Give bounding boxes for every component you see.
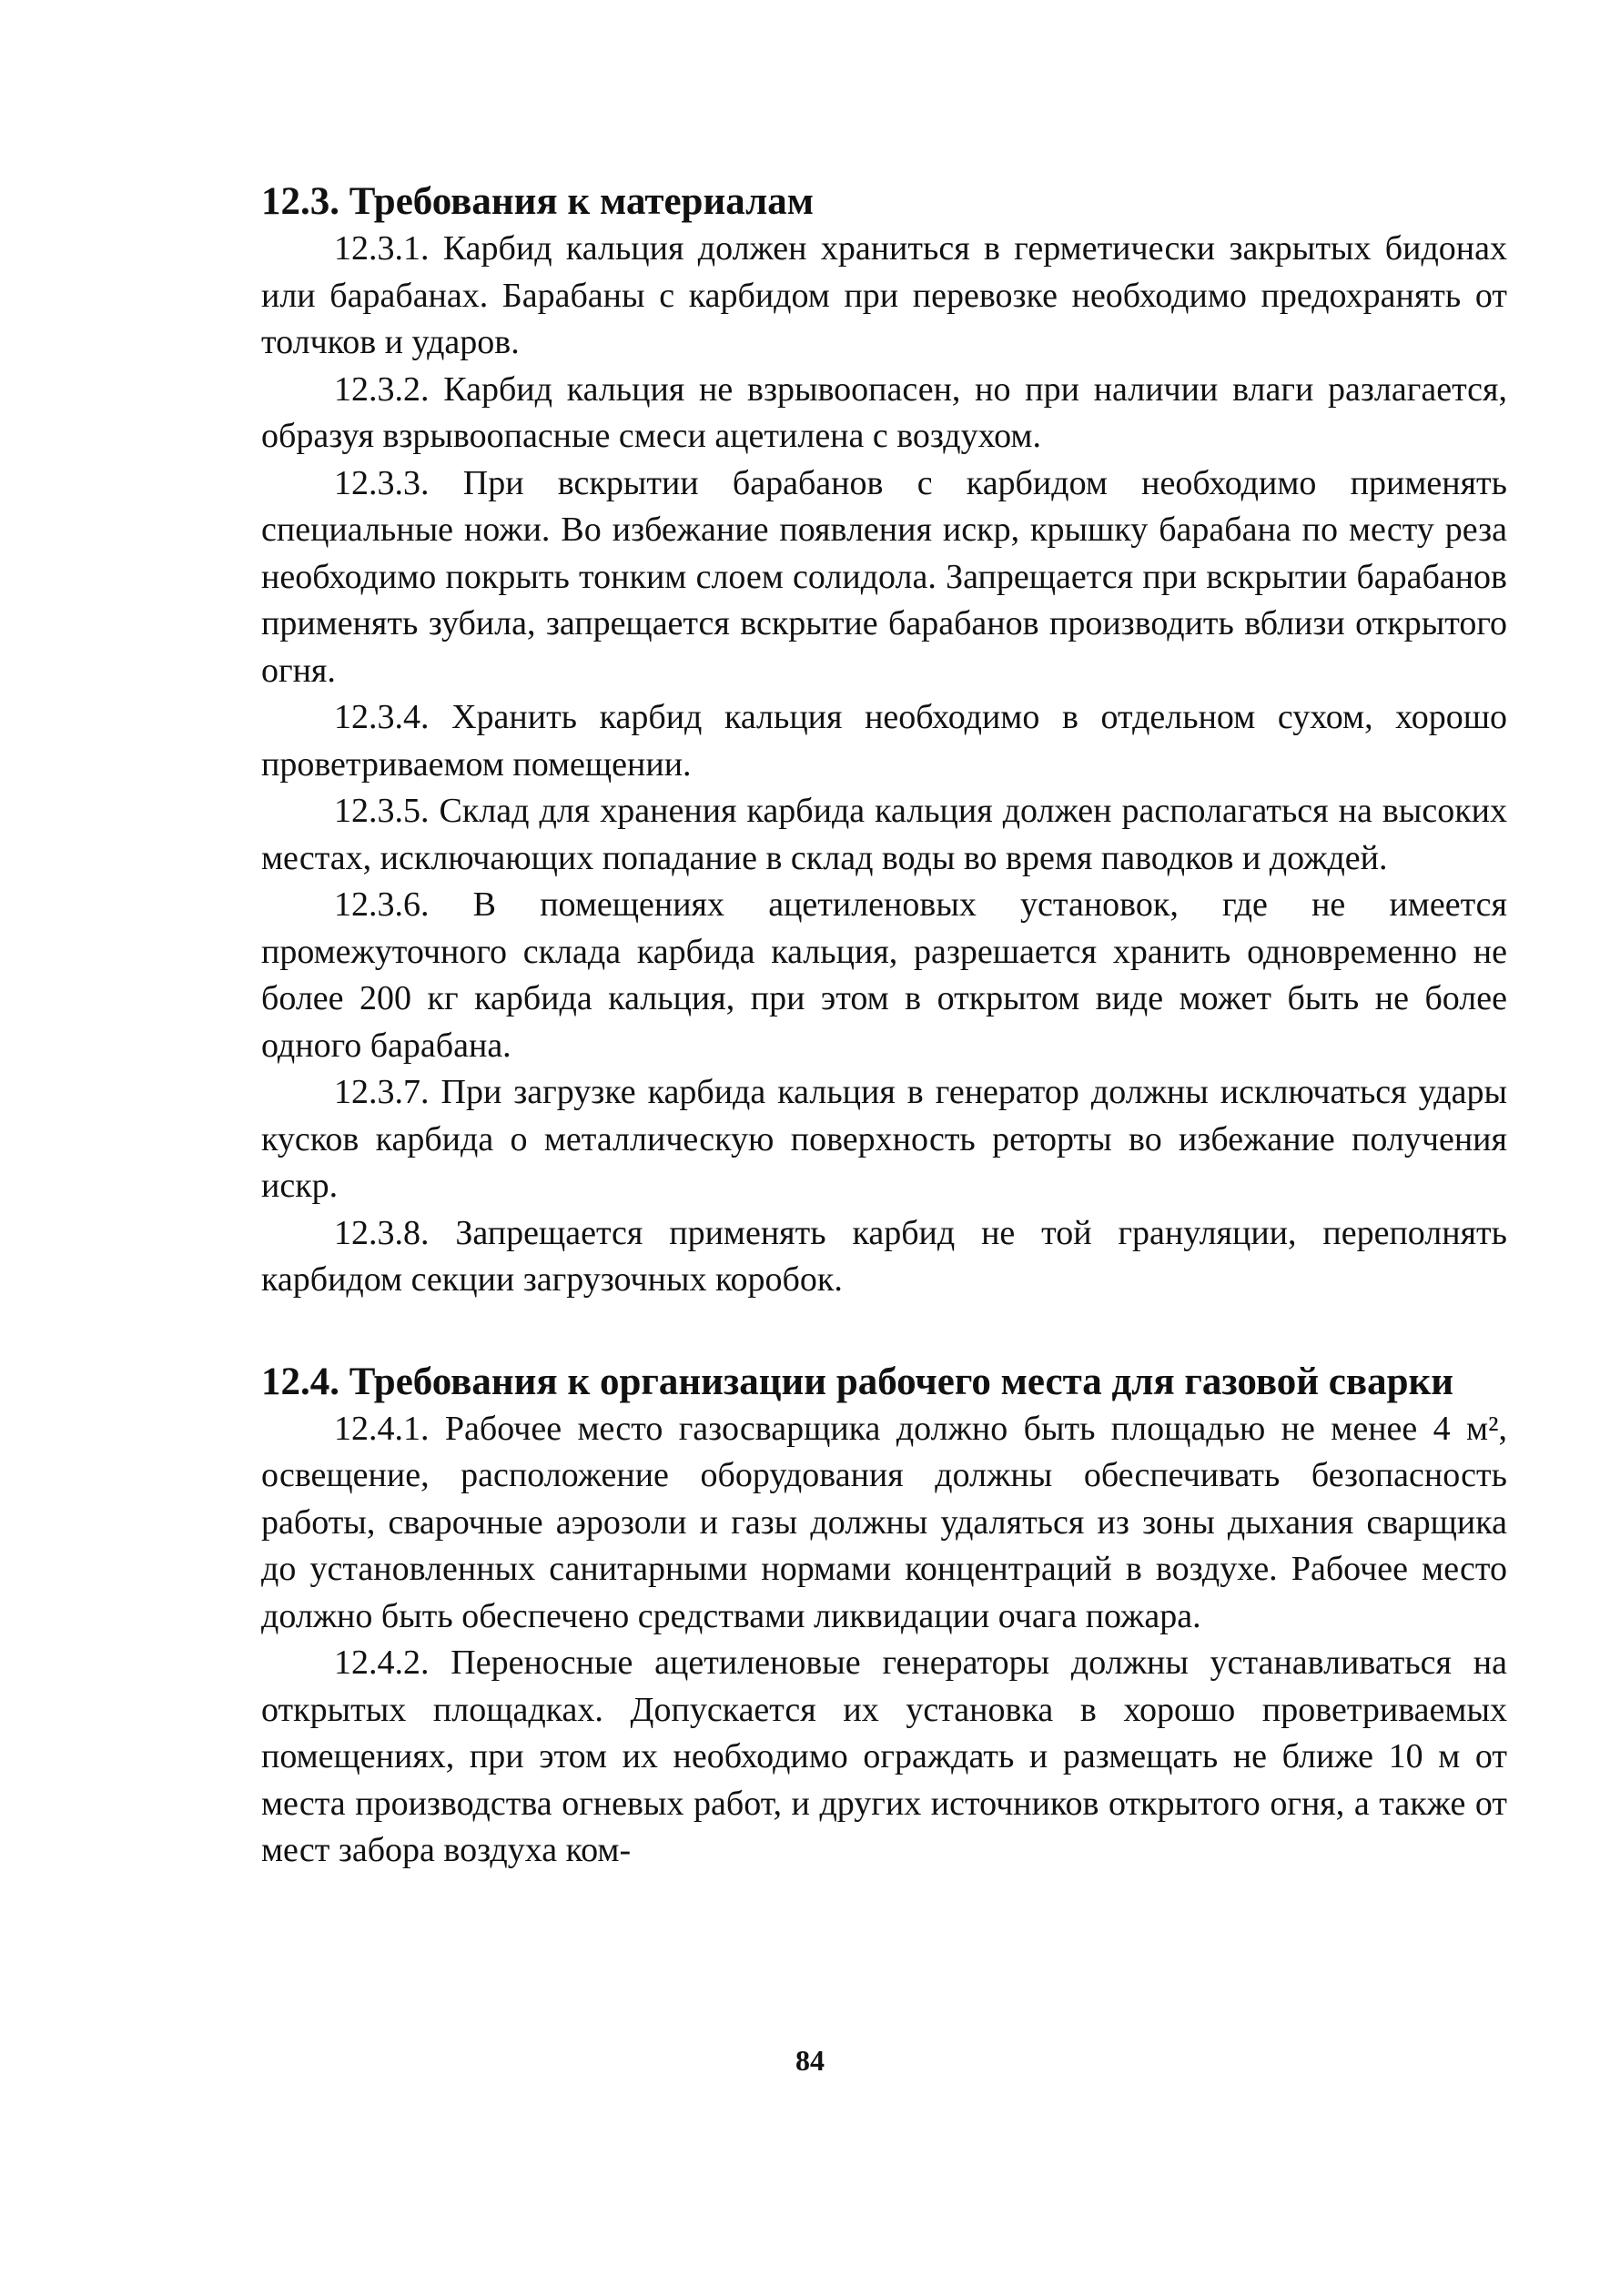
- paragraph-12-3-4: 12.3.4. Хранить карбид кальция необходимо в отдельном сухом, хорошо проветриваемом помещении.: [261, 698, 1507, 784]
- paragraph-12-3-5: 12.3.5. Склад для хранения карбида кальция должен располагаться на высоких местах, исключающих попадание в склад воды во время паводков и дождей.: [261, 792, 1507, 877]
- paragraph-12-3-8: 12.3.8. Запрещается применять карбид не той грануляции, переполнять карбидом секции загрузочных коробок.: [261, 1213, 1507, 1299]
- paragraph-12-3-2: 12.3.2. Карбид кальция не взрывоопасен, но при наличии влаги разлагается, образуя взрывоопасные смеси ацетилена с воздухом.: [261, 369, 1507, 455]
- section-12-3: [261, 178, 1507, 1304]
- paragraph-12-3-3: 12.3.3. При вскрытии барабанов с карбидом необходимо применять специальные ножи. Во избежание появления искр, крышку барабана по месту реза необходимо покрыть тонким слоем солидола. Запрещается при вскрытии барабанов применять зубила, запрещается вскрытие барабанов производить вблизи открытого огня.: [261, 463, 1507, 690]
- section-heading: 12.3. Требования к материалам: [261, 180, 815, 223]
- paragraph-12-3-1: 12.3.1. Карбид кальция должен храниться в герметически закрытых бидонах или барабанах. Барабаны с карбидом при перевозке необходимо предохранять от толчков и ударов.: [261, 229, 1507, 361]
- paragraph-12-4-1: 12.4.1. Рабочее место газосварщика должно быть площадью не менее 4 м², освещение, расположение оборудования должны обеспечивать безопасность работы, сварочные аэрозоли и газы должны удаляться из зоны дыхания сварщика до установленных санитарными нормами концентраций в воздухе. Рабочее место должно быть обеспечено средствами ликвидации очага пожара.: [261, 1409, 1507, 1635]
- page-body: [261, 178, 1507, 1875]
- paragraph-12-4-2: 12.4.2. Переносные ацетиленовые генераторы должны устанавливаться на открытых площадках. Допускается их установка в хорошо проветриваемых помещениях, при этом их необходимо ограждать и размещать не ближе 10 м от места производства огневых работ, и других источников открытого огня, а также от мест забора воздуха ком-: [261, 1644, 1507, 1869]
- section-heading: 12.4. Требования к организации рабочего места для газовой сварки: [261, 1360, 1454, 1403]
- paragraph-12-3-6: 12.3.6. В помещениях ацетиленовых установок, где не имеется промежуточного склада карбида кальция, разрешается хранить одновременно не более 200 кг карбида кальция, при этом в открытом виде может быть не более одного барабана.: [261, 885, 1507, 1065]
- section-12-4: [261, 1359, 1507, 1875]
- paragraph-12-3-7: 12.3.7. При загрузке карбида кальция в генератор должны исключаться удары кусков карбида о металлическую поверхность реторты во избежание получения искр.: [261, 1073, 1507, 1205]
- page-number: 84: [795, 2044, 825, 2077]
